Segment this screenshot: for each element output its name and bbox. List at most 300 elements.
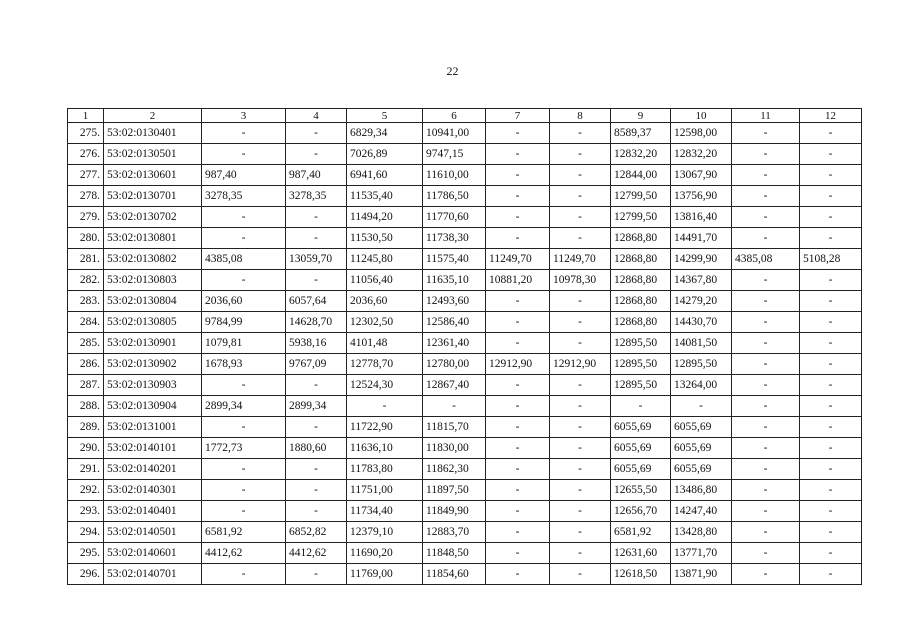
- table-cell-col-7: -: [486, 228, 550, 249]
- table-cell-col-3: 1678,93: [202, 354, 286, 375]
- table-cell-col-6: 10941,00: [423, 123, 486, 144]
- table-cell-col-9: 6055,69: [611, 438, 671, 459]
- table-cell-col-4: -: [286, 459, 347, 480]
- table-cell-col-1: 294.: [68, 522, 104, 543]
- table-cell-col-4: 3278,35: [286, 186, 347, 207]
- table-cell-col-3: 4412,62: [202, 543, 286, 564]
- table-cell-col-10: 6055,69: [671, 459, 732, 480]
- table-cell-col-2: 53:02:0130401: [104, 123, 202, 144]
- table-cell-col-6: 11575,40: [423, 249, 486, 270]
- table-cell-col-5: 11535,40: [347, 186, 423, 207]
- table-cell-col-8: -: [550, 417, 611, 438]
- table-cell-col-11: -: [732, 564, 800, 585]
- table-cell-col-4: 4412,62: [286, 543, 347, 564]
- table-cell-col-10: 14081,50: [671, 333, 732, 354]
- table-cell-col-1: 287.: [68, 375, 104, 396]
- table-cell-col-6: 12361,40: [423, 333, 486, 354]
- table-row: [68, 228, 862, 249]
- table-cell-col-12: -: [800, 165, 862, 186]
- column-header-5: 5: [347, 109, 423, 123]
- table-cell-col-5: 11494,20: [347, 207, 423, 228]
- table-cell-col-6: 11770,60: [423, 207, 486, 228]
- table-cell-col-1: 277.: [68, 165, 104, 186]
- table-cell-col-11: -: [732, 480, 800, 501]
- table-cell-col-3: 6581,92: [202, 522, 286, 543]
- table-cell-col-9: 12799,50: [611, 207, 671, 228]
- table-cell-col-6: 11854,60: [423, 564, 486, 585]
- table-cell-col-1: 293.: [68, 501, 104, 522]
- table-cell-col-1: 279.: [68, 207, 104, 228]
- table-cell-col-10: 13067,90: [671, 165, 732, 186]
- table-cell-col-12: -: [800, 144, 862, 165]
- table-cell-col-1: 280.: [68, 228, 104, 249]
- table-cell-col-12: -: [800, 270, 862, 291]
- table-cell-col-3: -: [202, 123, 286, 144]
- table-cell-col-12: -: [800, 438, 862, 459]
- table-cell-col-10: 6055,69: [671, 438, 732, 459]
- table-cell-col-5: 11530,50: [347, 228, 423, 249]
- table-cell-col-10: 12598,00: [671, 123, 732, 144]
- table-row: [68, 249, 862, 270]
- table-cell-col-7: -: [486, 123, 550, 144]
- table-cell-col-6: 12780,00: [423, 354, 486, 375]
- table-cell-col-8: -: [550, 123, 611, 144]
- table-row: [68, 165, 862, 186]
- table-row: [68, 375, 862, 396]
- table-cell-col-7: -: [486, 459, 550, 480]
- table-cell-col-7: -: [486, 375, 550, 396]
- table-cell-col-3: 1079,81: [202, 333, 286, 354]
- table-cell-col-9: 12832,20: [611, 144, 671, 165]
- table-cell-col-4: 14628,70: [286, 312, 347, 333]
- table-cell-col-1: 286.: [68, 354, 104, 375]
- table-row: [68, 564, 862, 585]
- table-cell-col-9: 12895,50: [611, 333, 671, 354]
- table-cell-col-12: -: [800, 396, 862, 417]
- table-cell-col-11: -: [732, 228, 800, 249]
- table-cell-col-12: -: [800, 522, 862, 543]
- table-cell-col-7: -: [486, 144, 550, 165]
- table-cell-col-9: -: [611, 396, 671, 417]
- table-cell-col-4: -: [286, 501, 347, 522]
- table-cell-col-8: -: [550, 438, 611, 459]
- column-header-12: 12: [800, 109, 862, 123]
- table-cell-col-1: 295.: [68, 543, 104, 564]
- table-cell-col-1: 296.: [68, 564, 104, 585]
- table-cell-col-4: -: [286, 270, 347, 291]
- table-cell-col-12: -: [800, 459, 862, 480]
- table-cell-col-11: 4385,08: [732, 249, 800, 270]
- table-cell-col-12: -: [800, 354, 862, 375]
- table-cell-col-8: -: [550, 207, 611, 228]
- table-cell-col-9: 12868,80: [611, 291, 671, 312]
- column-header-10: 10: [671, 109, 732, 123]
- table-row: [68, 417, 862, 438]
- table-cell-col-3: -: [202, 417, 286, 438]
- table-cell-col-5: 11690,20: [347, 543, 423, 564]
- table-cell-col-4: -: [286, 417, 347, 438]
- table-cell-col-5: 12379,10: [347, 522, 423, 543]
- table-body: [68, 123, 862, 585]
- table-cell-col-4: 5938,16: [286, 333, 347, 354]
- table-cell-col-12: -: [800, 123, 862, 144]
- table-cell-col-10: 13871,90: [671, 564, 732, 585]
- table-cell-col-1: 289.: [68, 417, 104, 438]
- table-cell-col-1: 276.: [68, 144, 104, 165]
- table-cell-col-6: 11786,50: [423, 186, 486, 207]
- table-cell-col-1: 282.: [68, 270, 104, 291]
- table-cell-col-11: -: [732, 165, 800, 186]
- table-row: [68, 522, 862, 543]
- table-cell-col-11: -: [732, 438, 800, 459]
- table-cell-col-7: -: [486, 186, 550, 207]
- table-cell-col-5: 6941,60: [347, 165, 423, 186]
- table-cell-col-5: 11245,80: [347, 249, 423, 270]
- table-cell-col-4: -: [286, 480, 347, 501]
- table-cell-col-2: 53:02:0140301: [104, 480, 202, 501]
- table-cell-col-4: 6852,82: [286, 522, 347, 543]
- table-cell-col-6: 11635,10: [423, 270, 486, 291]
- table-row: [68, 543, 862, 564]
- table-row: [68, 207, 862, 228]
- column-header-8: 8: [550, 109, 611, 123]
- table-cell-col-7: -: [486, 543, 550, 564]
- table-cell-col-10: 6055,69: [671, 417, 732, 438]
- table-cell-col-4: 1880,60: [286, 438, 347, 459]
- page-number: 22: [446, 64, 459, 78]
- table-cell-col-2: 53:02:0130804: [104, 291, 202, 312]
- table-cell-col-5: -: [347, 396, 423, 417]
- table-cell-col-11: -: [732, 123, 800, 144]
- table-cell-col-2: 53:02:0140601: [104, 543, 202, 564]
- table-cell-col-6: 12883,70: [423, 522, 486, 543]
- table-cell-col-6: 11738,30: [423, 228, 486, 249]
- table-cell-col-9: 12844,00: [611, 165, 671, 186]
- table-cell-col-8: -: [550, 144, 611, 165]
- table-cell-col-11: -: [732, 333, 800, 354]
- table-cell-col-6: 11815,70: [423, 417, 486, 438]
- table-cell-col-8: -: [550, 501, 611, 522]
- table-cell-col-8: -: [550, 396, 611, 417]
- table-row: [68, 270, 862, 291]
- table-cell-col-2: 53:02:0130801: [104, 228, 202, 249]
- table-cell-col-7: 11249,70: [486, 249, 550, 270]
- table-cell-col-1: 283.: [68, 291, 104, 312]
- table-cell-col-5: 4101,48: [347, 333, 423, 354]
- table-cell-col-4: -: [286, 207, 347, 228]
- table-cell-col-3: -: [202, 564, 286, 585]
- table-cell-col-8: -: [550, 228, 611, 249]
- table-cell-col-8: 10978,30: [550, 270, 611, 291]
- table-cell-col-4: -: [286, 228, 347, 249]
- table-cell-col-10: 13486,80: [671, 480, 732, 501]
- table-cell-col-10: 14299,90: [671, 249, 732, 270]
- table-cell-col-9: 12868,80: [611, 312, 671, 333]
- table-cell-col-6: 9747,15: [423, 144, 486, 165]
- table-cell-col-2: 53:02:0130701: [104, 186, 202, 207]
- table-cell-col-6: 11848,50: [423, 543, 486, 564]
- table-cell-col-2: 53:02:0131001: [104, 417, 202, 438]
- table-cell-col-3: -: [202, 144, 286, 165]
- table-cell-col-3: -: [202, 270, 286, 291]
- table-cell-col-2: 53:02:0130601: [104, 165, 202, 186]
- table-cell-col-4: 6057,64: [286, 291, 347, 312]
- table-cell-col-11: -: [732, 144, 800, 165]
- table-cell-col-3: 3278,35: [202, 186, 286, 207]
- table-cell-col-8: -: [550, 564, 611, 585]
- table-cell-col-7: -: [486, 333, 550, 354]
- table-cell-col-8: -: [550, 312, 611, 333]
- table-cell-col-9: 6581,92: [611, 522, 671, 543]
- table-cell-col-12: -: [800, 501, 862, 522]
- table-cell-col-4: -: [286, 144, 347, 165]
- table-cell-col-10: 13771,70: [671, 543, 732, 564]
- table-cell-col-8: -: [550, 291, 611, 312]
- table-cell-col-9: 12656,70: [611, 501, 671, 522]
- table-cell-col-8: 11249,70: [550, 249, 611, 270]
- table-cell-col-2: 53:02:0130901: [104, 333, 202, 354]
- table-cell-col-11: -: [732, 501, 800, 522]
- column-header-6: 6: [423, 109, 486, 123]
- table-cell-col-9: 12631,60: [611, 543, 671, 564]
- table-cell-col-9: 6055,69: [611, 459, 671, 480]
- table-cell-col-5: 7026,89: [347, 144, 423, 165]
- table-cell-col-4: 9767,09: [286, 354, 347, 375]
- table-cell-col-2: 53:02:0130902: [104, 354, 202, 375]
- table-cell-col-7: -: [486, 522, 550, 543]
- table-cell-col-5: 12524,30: [347, 375, 423, 396]
- table-cell-col-11: -: [732, 354, 800, 375]
- table-cell-col-10: 13816,40: [671, 207, 732, 228]
- table-cell-col-2: 53:02:0140201: [104, 459, 202, 480]
- column-header-7: 7: [486, 109, 550, 123]
- table-cell-col-2: 53:02:0130805: [104, 312, 202, 333]
- table-cell-col-5: 12302,50: [347, 312, 423, 333]
- table-cell-col-6: 11849,90: [423, 501, 486, 522]
- table-row: [68, 480, 862, 501]
- table-row: [68, 291, 862, 312]
- table-cell-col-1: 284.: [68, 312, 104, 333]
- table-cell-col-10: 12895,50: [671, 354, 732, 375]
- table-cell-col-9: 12618,50: [611, 564, 671, 585]
- table-cell-col-9: 12799,50: [611, 186, 671, 207]
- table-cell-col-8: -: [550, 375, 611, 396]
- table-cell-col-8: -: [550, 165, 611, 186]
- table-cell-col-5: 6829,34: [347, 123, 423, 144]
- table-row: [68, 501, 862, 522]
- table-cell-col-4: 2899,34: [286, 396, 347, 417]
- table-cell-col-2: 53:02:0140501: [104, 522, 202, 543]
- table-cell-col-11: -: [732, 207, 800, 228]
- table-cell-col-10: 14367,80: [671, 270, 732, 291]
- table-cell-col-8: -: [550, 333, 611, 354]
- table-cell-col-2: 53:02:0130903: [104, 375, 202, 396]
- table-cell-col-6: 12586,40: [423, 312, 486, 333]
- table-cell-col-12: -: [800, 480, 862, 501]
- table-row: [68, 396, 862, 417]
- table-row: [68, 312, 862, 333]
- table-cell-col-4: -: [286, 564, 347, 585]
- table-cell-col-7: -: [486, 396, 550, 417]
- table-cell-col-3: 987,40: [202, 165, 286, 186]
- table-cell-col-6: 11862,30: [423, 459, 486, 480]
- table-cell-col-10: 13264,00: [671, 375, 732, 396]
- table-cell-col-2: 53:02:0130802: [104, 249, 202, 270]
- table-cell-col-9: 12895,50: [611, 354, 671, 375]
- table-row: [68, 144, 862, 165]
- table-cell-col-12: -: [800, 543, 862, 564]
- table-cell-col-12: -: [800, 417, 862, 438]
- table-cell-col-3: -: [202, 480, 286, 501]
- table-cell-col-10: 12832,20: [671, 144, 732, 165]
- table-cell-col-11: -: [732, 291, 800, 312]
- table-cell-col-6: 12867,40: [423, 375, 486, 396]
- table-cell-col-7: 10881,20: [486, 270, 550, 291]
- table-cell-col-12: -: [800, 207, 862, 228]
- table-cell-col-4: 13059,70: [286, 249, 347, 270]
- table-cell-col-2: 53:02:0130501: [104, 144, 202, 165]
- table-cell-col-10: 14247,40: [671, 501, 732, 522]
- table-cell-col-3: 2899,34: [202, 396, 286, 417]
- table-cell-col-2: 53:02:0140401: [104, 501, 202, 522]
- table-cell-col-4: 987,40: [286, 165, 347, 186]
- table-row: [68, 123, 862, 144]
- table-cell-col-1: 275.: [68, 123, 104, 144]
- table-cell-col-3: -: [202, 501, 286, 522]
- column-header-9: 9: [611, 109, 671, 123]
- table-cell-col-1: 278.: [68, 186, 104, 207]
- table-cell-col-3: -: [202, 375, 286, 396]
- table-cell-col-5: 11056,40: [347, 270, 423, 291]
- table-cell-col-9: 12655,50: [611, 480, 671, 501]
- table-cell-col-10: 13428,80: [671, 522, 732, 543]
- table-cell-col-11: -: [732, 270, 800, 291]
- table-cell-col-12: -: [800, 375, 862, 396]
- table-cell-col-11: -: [732, 186, 800, 207]
- table-cell-col-3: -: [202, 459, 286, 480]
- table-cell-col-6: 11897,50: [423, 480, 486, 501]
- table-cell-col-4: -: [286, 123, 347, 144]
- table-cell-col-2: 53:02:0140701: [104, 564, 202, 585]
- table-cell-col-2: 53:02:0130904: [104, 396, 202, 417]
- column-header-2: 2: [104, 109, 202, 123]
- table-cell-col-3: -: [202, 228, 286, 249]
- table-cell-col-1: 290.: [68, 438, 104, 459]
- table-cell-col-5: 12778,70: [347, 354, 423, 375]
- column-header-4: 4: [286, 109, 347, 123]
- cadastral-value-table: [67, 108, 862, 585]
- table-cell-col-11: -: [732, 375, 800, 396]
- table-cell-col-5: 11636,10: [347, 438, 423, 459]
- table-cell-col-9: 8589,37: [611, 123, 671, 144]
- table-cell-col-7: -: [486, 312, 550, 333]
- table-cell-col-11: -: [732, 522, 800, 543]
- table-cell-col-8: -: [550, 480, 611, 501]
- table-cell-col-2: 53:02:0130702: [104, 207, 202, 228]
- table-cell-col-12: -: [800, 291, 862, 312]
- table-cell-col-9: 12868,80: [611, 270, 671, 291]
- table-cell-col-3: -: [202, 207, 286, 228]
- table-cell-col-12: -: [800, 186, 862, 207]
- column-header-1: 1: [68, 109, 104, 123]
- table-cell-col-10: 13756,90: [671, 186, 732, 207]
- table-cell-col-8: -: [550, 543, 611, 564]
- table-cell-col-10: -: [671, 396, 732, 417]
- column-header-3: 3: [202, 109, 286, 123]
- table-cell-col-9: 12868,80: [611, 228, 671, 249]
- table-cell-col-9: 12895,50: [611, 375, 671, 396]
- table-cell-col-4: -: [286, 375, 347, 396]
- table-cell-col-6: 12493,60: [423, 291, 486, 312]
- table-cell-col-1: 291.: [68, 459, 104, 480]
- table-cell-col-11: -: [732, 459, 800, 480]
- table-cell-col-2: 53:02:0130803: [104, 270, 202, 291]
- table-cell-col-8: -: [550, 459, 611, 480]
- table-cell-col-7: 12912,90: [486, 354, 550, 375]
- table-cell-col-12: -: [800, 228, 862, 249]
- table-cell-col-7: -: [486, 165, 550, 186]
- table-cell-col-6: -: [423, 396, 486, 417]
- table-cell-col-3: 2036,60: [202, 291, 286, 312]
- table-cell-col-9: 6055,69: [611, 417, 671, 438]
- table-cell-col-7: -: [486, 480, 550, 501]
- table-cell-col-8: 12912,90: [550, 354, 611, 375]
- table-cell-col-7: -: [486, 291, 550, 312]
- table-cell-col-5: 11769,00: [347, 564, 423, 585]
- table-cell-col-9: 12868,80: [611, 249, 671, 270]
- table-cell-col-5: 11722,90: [347, 417, 423, 438]
- table-cell-col-6: 11830,00: [423, 438, 486, 459]
- table-row: [68, 186, 862, 207]
- table-cell-col-11: -: [732, 417, 800, 438]
- table-cell-col-1: 285.: [68, 333, 104, 354]
- table-row: [68, 333, 862, 354]
- table-cell-col-8: -: [550, 522, 611, 543]
- table-row: [68, 438, 862, 459]
- table-cell-col-3: 9784,99: [202, 312, 286, 333]
- table-cell-col-5: 2036,60: [347, 291, 423, 312]
- table-cell-col-7: -: [486, 207, 550, 228]
- header-row: [68, 109, 862, 123]
- table-cell-col-2: 53:02:0140101: [104, 438, 202, 459]
- table-cell-col-5: 11751,00: [347, 480, 423, 501]
- table-cell-col-10: 14279,20: [671, 291, 732, 312]
- table-cell-col-1: 292.: [68, 480, 104, 501]
- table-cell-col-1: 281.: [68, 249, 104, 270]
- table-cell-col-10: 14430,70: [671, 312, 732, 333]
- table-cell-col-11: -: [732, 396, 800, 417]
- table-cell-col-7: -: [486, 501, 550, 522]
- table-row: [68, 459, 862, 480]
- column-header-11: 11: [732, 109, 800, 123]
- table-cell-col-12: -: [800, 312, 862, 333]
- table-cell-col-12: 5108,28: [800, 249, 862, 270]
- table-cell-col-5: 11734,40: [347, 501, 423, 522]
- table-cell-col-8: -: [550, 186, 611, 207]
- table-cell-col-12: -: [800, 333, 862, 354]
- table-cell-col-5: 11783,80: [347, 459, 423, 480]
- table-cell-col-3: 1772,73: [202, 438, 286, 459]
- table-row: [68, 354, 862, 375]
- table-cell-col-11: -: [732, 543, 800, 564]
- table-cell-col-7: -: [486, 564, 550, 585]
- table-cell-col-1: 288.: [68, 396, 104, 417]
- table-cell-col-7: -: [486, 438, 550, 459]
- table-cell-col-10: 14491,70: [671, 228, 732, 249]
- table-cell-col-11: -: [732, 312, 800, 333]
- table-cell-col-7: -: [486, 417, 550, 438]
- table-cell-col-6: 11610,00: [423, 165, 486, 186]
